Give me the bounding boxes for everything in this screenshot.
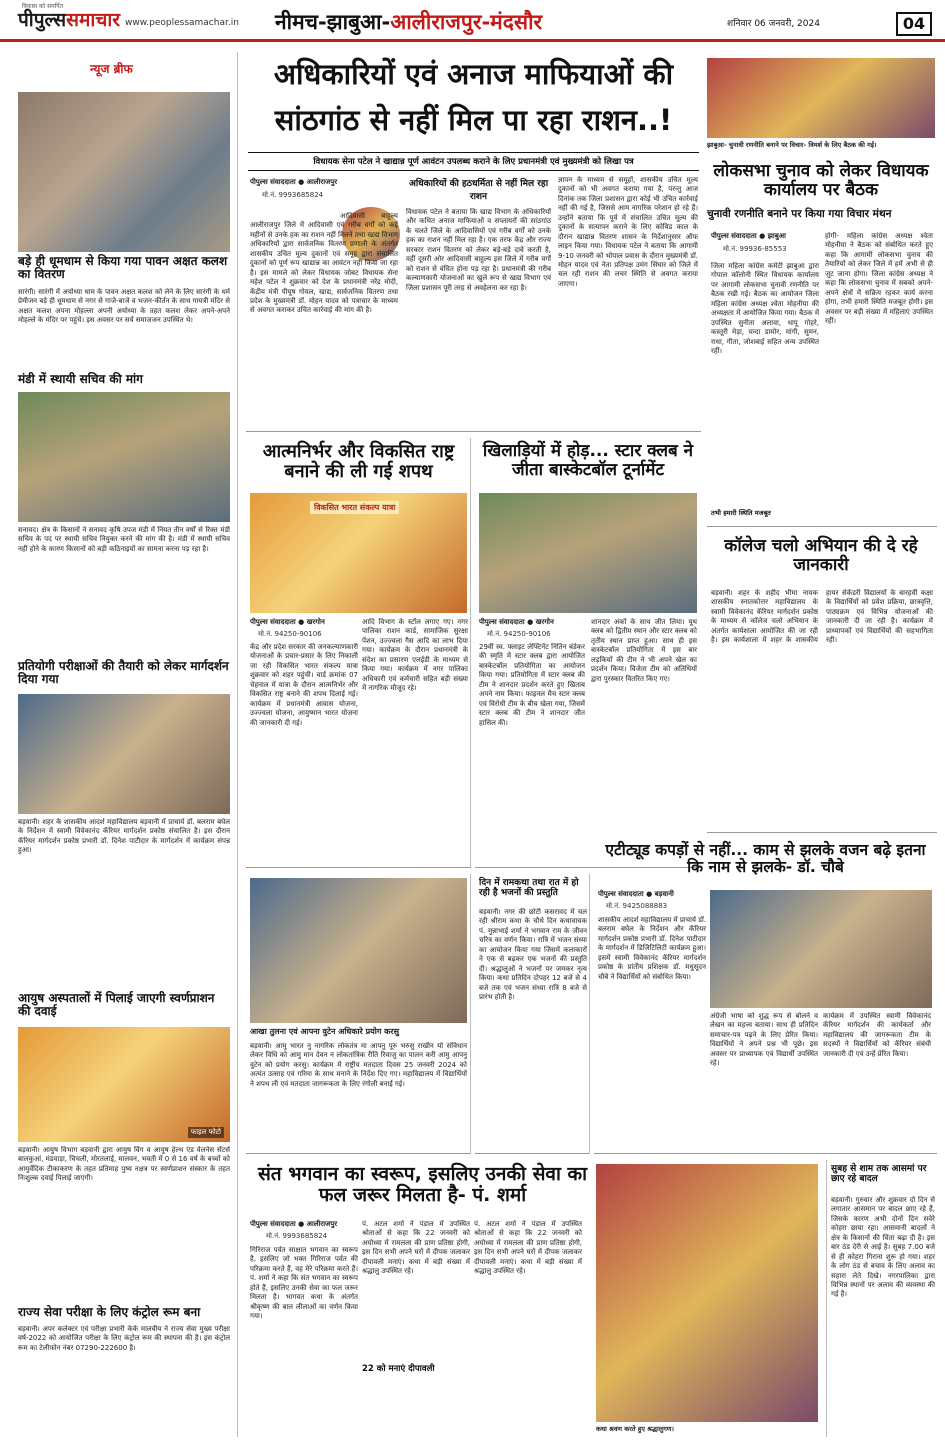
basketball-byline: पीपुल्स संवाददाता ● खरगोन [479, 618, 554, 626]
oath-text-2: आदि विभाग के स्टॉल लगाए गए। नगर पालिका राशन कार्ड, सामाजिक सुरक्षा पेंशन, उज्ज्वला गैस आदि का लाभ दिया गया। कार्यक्रम के दौरान प्रधानमंत्री के संदेश का प्रसारण एलईडी के माध्यम से किया गया। कार्यक्रम में नगर पालिका अधिकारी एवं कर्मचारी सहित बड़ी संख्या में नागरिक मौजूद रहे। [362, 618, 468, 693]
basketball-mobile: मो.नं. 94250-90106 [487, 630, 551, 638]
dateline: शनिवार 06 जनवरी, 2024 [727, 19, 820, 29]
brief-1-headline: बड़े ही धूमधाम से किया गया पावन अक्षत कलश का वितरण [18, 254, 228, 282]
basketball-text-2: शानदार अंकों के साथ जीत लिया। यूथ क्लब को द्वितीय स्थान और स्टार क्लब को तृतीय स्थान प्राप्त हुआ। साथ ही इस बास्केटबॉल प्रतियोगिता में इस बार लड़कियों की टीम ने भी अपने खेल का प्रदर्शन किया। विजेता टीम को अतिथियों द्वारा पुरस्कार वितरित किए गए। [591, 618, 697, 683]
college-story [707, 533, 937, 833]
oath-photo [250, 493, 467, 613]
tagline: विकास को समर्पित [22, 3, 64, 10]
college-text: बड़वानी। शहर के शहीद भीमा नायक शासकीय स्नातकोत्तर महाविद्यालय के स्वामी विवेकानंद कॅरियर मार्गदर्शन प्रकोष्ठ के माध्यम से कॉलेज चलो अभियान के अंतर्गत कार्यशाला आयोजित की जा रही है। इस कार्यशाला में शहर के शासकीय हायर सेकेंडरी विद्यालयों के बारहवीं कक्षा के विद्यार्थियों को प्रवेश प्रक्रिया, छात्रवृत्ति, पाठ्यक्रम एवं विभिन्न योजनाओं की जानकारी दी जा रही है। कार्यक्रम में प्राध्यापकों एवं विद्यार्थियों की सहभागिता रही। [711, 589, 933, 645]
loksabha-mobile: मो.नं. 99936-85553 [723, 245, 787, 253]
oath-byline: पीपुल्स संवाददाता ● खरगोन [250, 618, 325, 626]
page-number: 04 [896, 12, 932, 36]
saint-text-1b: पं. अटल शर्मा ने पंडाल में उपस्थित श्रोताओं से कहा कि 22 जनवरी को अयोध्या में रामलला की प्राण प्रतिष्ठा होगी, इस दिन सभी अपने घरों में दीपक जलाकर दीपावली मनाएं। कथा में बड़ी संख्या में श्रद्धालु उपस्थित रहे। [362, 1220, 470, 1276]
lead-text-3: ज्ञापन के माध्यम से समूहों, शासकीय उचित मूल्य दुकानों को भी अवगत कराया गया है, परन्तु आज दिनांक तक जिला प्रशासन द्वारा कोई भी उचित कार्रवाई नहीं की गई है, जिससे आम नागरिक परेशान हो रहे हैं। उन्होंने बताया कि पूर्व में संचालित उचित मूल्य की दुकानों के सत्यापन कराने के लिए कोविड काल के दौरान खाद्यान्न वितरण शासन के निर्देशानुसार ऑफ लाइन किया गया। विधायक पटेल ने बताया कि आगामी 9-10 जनवरी को भोपाल प्रवास के दौरान मुख्यमंत्री डॉ. मोहन यादव एवं नेता प्रतिपक्ष उमंग सिंघार को जिले में चल रही राशन की लचर स्थिति से अवगत कराया जाएगा। [558, 176, 698, 288]
oath-text-1: केंद्र और प्रदेश सरकार की जनकल्याणकारी योजनाओं के प्रचार-प्रसार के लिए निकाली जा रही विकसित भारत संकल्प यात्रा शुक्रवार को शहर पहुंची। वार्ड क्रमांक 07 चेहनाल में यात्रा के दौरान आत्मनिर्भर और विकसित राष्ट्र बनाने की शपथ दिलाई गई। कार्यक्रम में प्रधानमंत्री आवास योजना, उज्ज्वला योजना, आयुष्मान भारत योजना की जानकारी दी गई। [250, 643, 358, 727]
lead-text-2: विधायक पटेल ने बताया कि खाद्य विभाग के अधिकारियों और कथित अनाज माफियाओं व सप्लायरों की सांठगांठ के चलते जिले के आदिवासियों एवं गरीब वर्गों को उनके हक का राशन नहीं मिल रहा है। एक तरफ केंद्र और राज्य सरकार राशन वितरण को लेकर बड़े-बड़े दावे करती है, वहीं दूसरी ओर आदिवासी बाहुल्य इस जिले में गरीब वर्गों को राशन से वंचित होना पड़ रहा है। प्रधानमंत्री की गरीब कल्याणकारी योजनाओं का खुले रूप से खाद्य विभाग एवं जिला प्रशासन पूरी तरह से अवहेलना कर रहा है। [406, 208, 551, 292]
attitude-story [594, 838, 937, 1154]
brief-photo-2 [18, 392, 230, 522]
attitude-headline: एटीट्यूड कपड़ों से नहीं... काम से झलके वजन बढ़े इतना कि नाम से झलके- डॉ. चौबे [605, 841, 926, 877]
ramkatha-story [475, 874, 590, 1154]
weather-headline: सुबह से शाम तक आसमां पर छाए रहे बादल [831, 1164, 927, 1185]
logo-left: पीपुल्स [18, 9, 67, 31]
oath-banner: विकसित भारत संकल्प यात्रा [310, 501, 399, 514]
college-headline: कॉलेज चलो अभियान की दे रहे जानकारी [724, 536, 918, 576]
saint-byline: पीपुल्स संवाददाता ● आलीराजपुर [250, 1220, 338, 1228]
attitude-text-2: अंग्रेजी भाषा को शुद्ध रूप से बोलने व लेखन का महत्त्व बताया। साथ ही प्रतिदिन समाचार-पत्र पढ़ने के लिए प्रेरित किया। विद्यार्थियों ने अपने प्रश्न भी पूछे। इस अवसर पर प्राध्यापक एवं विद्यार्थी उपस्थित रहे। [710, 1012, 818, 1068]
section-title-left: नीमच-झाबुआ- [275, 10, 391, 34]
brief-5-text: बड़वानी। अपर कलेक्टर एवं परीक्षा प्रभारी केके मालवीय ने राज्य सेवा मुख्य परीक्षा वर्ष-2022 को आयोजित परीक्षा के लिए कंट्रोल रूम की स्थापना की है। इस कंट्रोल रूम का टेलीफोन नंबर 07290-222600 है। [18, 1325, 230, 1352]
lead-headline-line2: सांठगांठ से नहीं मिल पा रहा राशन..! [274, 103, 673, 137]
section-title-right: आलीराजपुर-मंदसौर [390, 10, 543, 34]
brief-5-headline: राज्य सेवा परीक्षा के लिए कंट्रोल रूम बना [18, 1305, 201, 1319]
weather-story [826, 1160, 937, 1437]
brief-2-text: सनावद। क्षेत्र के किसानों ने सनावद कृषि उपज मंडी में नियत तीन वर्षों से रिक्त मंडी सचिव के पद पर स्थायी सचिव नियुक्त करने की मांग की है। मंडी में स्थायी सचिव नहीं होने के कारण किसानों को बड़ी कठिनाइयों का सामना करना पड़ रहा है। [18, 526, 230, 553]
attitude-byline: पीपुल्स संवाददाता ● बड़वानी [598, 890, 674, 898]
masthead [0, 0, 945, 42]
lead-headline-line1: अधिकारियों एवं अनाज माफियाओं की [273, 57, 674, 91]
loksabha-headline: लोकसभा चुनाव को लेकर विधायक कार्यालय पर बैठक [713, 161, 929, 201]
brief-3-headline: प्रतियोगी परीक्षाओं की तैयारी को लेकर मार्गदर्शन दिया गया [18, 659, 229, 687]
file-photo-label: फाइल फोटो [188, 1127, 224, 1138]
logo-right: समाचार [66, 9, 121, 31]
newspaper-logo [18, 6, 120, 32]
section-title [275, 8, 542, 36]
weather-text: बड़वानी। गुरुवार और शुक्रवार दो दिन से लगातार आसमान पर बादल छाए रहे हैं, जिसके कारण अभी दोनों दिन सवेरे कोहरा छाया रहा। आसमानी बादलों ने क्षेत्र के किसानों की चिंता बढ़ा दी है। इस बार ठंड देरी से आई है। सुबह 7.00 बजे से ही कोहरा गिराना शुरू हो गया। शहर के लोग ठंड से बचाव के लिए अलाव का सहारा लेते दिखे। नगरपालिका द्वारा विभिन्न स्थानों पर अलाव की व्यवस्था की गई है। [831, 1196, 935, 1299]
basketball-photo [479, 493, 697, 613]
saint-headline: संत भगवान का स्वरूप, इसलिए उनकी सेवा का फल जरूर मिलता है- पं. शर्मा [257, 1163, 588, 1207]
voter-pledge-caption: आखा तुलना एवं आपना वुटेन अधिकारे प्रयोग करसु [250, 1027, 399, 1036]
loksabha-text-2: होगी- महिला कांग्रेस अध्यक्ष श्वेता मोहनीया ने बैठक को संबोधित करते हुए कहा कि आगामी लोकसभा चुनाव की तैयारियों को लेकर जिले में हमें अभी से ही जुट जाना होगा। जिला कांग्रेस अध्यक्ष ने कहा कि लोकसभा चुनाव में सबको अपने-अपने क्षेत्रों में सक्रिय रहकर कार्य करना होगा, तभी हमारी स्थिति मजबूत होगी। इस अवसर पर बड़ी संख्या में महिलाएं उपस्थित रहीं। [825, 232, 933, 325]
saint-photo [596, 1164, 818, 1422]
lead-byline: पीपुल्स संवाददाता ● आलीराजपुर [250, 178, 338, 186]
basketball-headline: खिलाड़ियों में होड़... स्टार क्लब ने जीता बास्केटबॉल टूर्नामेंट [482, 441, 694, 481]
brief-4-text: बड़वानी। आयुष विभाग बड़वानी द्वारा आयुष विंग व आयुष हेल्थ एंड वेलनेस सेंटर्स बालकुआं, मंडवाड़ा, चिचली, मोरतलाई, मालवन, भवती में 0 से 16 वर्ष के बच्चों को आयुर्वेदिक टीकाकरण के तहत प्रतिमाह पुष्य नक्षत्र पर स्वर्णप्राशन संस्कार के तहत निःशुल्क दवाई पिलाई जाएगी। [18, 1146, 230, 1183]
brief-photo-3 [18, 694, 230, 814]
basketball-text-1: 29वीं स्व. फ्लाइट लेफ्टिनेंट नितिन बंडेकर की स्मृति में स्टार क्लब द्वारा आयोजित बास्केटबॉल प्रतियोगिता का आयोजन किया गया। प्रतियोगिता में स्टार क्लब की टीम ने शानदार प्रदर्शन करते हुए खिताब अपने नाम किया। फाइनल मैच स्टार क्लब एवं विरोधी टीम के बीच खेला गया, जिसमें स्टार क्लब की टीम ने शानदार जीत हासिल की। [479, 643, 585, 727]
brief-3-text: बड़वानी। शहर के शासकीय आदर्श महाविद्यालय बड़वानी में प्राचार्य डॉ. बलराम बघेल के निर्देशन में स्वामी विवेकानंद कॅरियर मार्गदर्शन प्रकोष्ठ संचालित है। इस दौरान कॅरियर मार्गदर्शन प्रकोष्ठ प्रभारी डॉ. दिनेश पाटीदार के मार्गदर्शन में कार्यक्रम संपन्न हुआ। [18, 818, 230, 855]
attitude-text-3: कार्यक्रम में उपस्थित स्वामी विवेकानंद कॅरियर मार्गदर्शन की कार्यकर्ता और महाविद्यालय की जागरूकता टीम के सदस्यों ने विद्यार्थियों को कॅरियर संबंधी जानकारी दी एवं उन्हें प्रेरित किया। [823, 1012, 931, 1058]
loksabha-text-1: जिला महिला कांग्रेस कमेटी झाबुआ द्वारा गोपाल कॉलोनी स्थित विधायक कार्यालय पर आगामी लोकसभा चुनावी रणनीति पर बैठक रखी गई। बैठक का आयोजन जिला महिला कांग्रेस अध्यक्ष श्वेता मोहनीया की अध्यक्षता में आयोजित किया गया। बैठक में उपस्थित सुनीता अलावा, धापू गोहरे, कस्तूरी मेड़ा, चन्दा डामोर, मांगी, सुमन, राधा, गीता, जोशबाई सहित अन्य उपस्थित रहीं। [711, 262, 819, 355]
saint-text-2: पं. अटल शर्मा ने पंडाल में उपस्थित श्रोताओं से कहा कि 22 जनवरी को अयोध्या में रामलला की प्राण प्रतिष्ठा होगी, इस दिन सभी अपने घरों में दीपक जलाकर दीपावली मनाएं। कथा में बड़ी संख्या में श्रद्धालु उपस्थित रहे। [474, 1220, 582, 1276]
brief-photo-1 [18, 92, 230, 252]
saint-story [246, 1160, 822, 1437]
ramkatha-headline: दिन में रामकथा तथा रात में हो रही है भजनों की प्रस्तुति [479, 878, 579, 899]
loksabha-subhead: चुनावी रणनीति बनाने पर किया गया विचार मंथन [707, 208, 892, 220]
website-url: www.peoplessamachar.in [125, 18, 239, 28]
lead-text-1: आदिवासी बाहुल्य आलीराजपुर जिले में आदिवासी एवं गरीब वर्गों को कई महीनों से उनके हक का राशन नहीं मिलने तथा खाद्य विभाग अधिकारियों द्वारा सार्वजनिक वितरण प्रणाली के अंतर्गत शासकीय उचित मूल्य दुकानों एवं समूह द्वारा संचालित दुकानों को पूर्ण रूप खाद्यान्न का आवंटन नहीं किया जा रहा है। इस मामले को लेकर विधायक जोबट विधायक सेना महेश पटेल ने शुक्रवार को देश के प्रधानमंत्री नरेंद्र मोदी, केंद्रीय मंत्री पीयूष गोयल, खाद्य, सार्वजनिक वितरण तथा प्रदेश के मुख्यमंत्री डॉ. मोहन यादव को पत्राचार के माध्यम से अवगत कराकर उचित कार्रवाई की मांग की है। [250, 212, 398, 315]
attitude-mobile: मो.नं. 9425088883 [606, 902, 668, 910]
loksabha-story [707, 52, 937, 527]
brief-4-headline: आयुष अस्पतालों में पिलाई जाएगी स्वर्णप्राशन की दवाई [18, 991, 215, 1019]
attitude-photo [710, 890, 932, 1008]
meeting-photo [707, 58, 935, 138]
news-brief-label: न्यूज ब्रीफ [90, 62, 133, 76]
oath-story [246, 438, 471, 868]
lead-subhead: विधायक सेना पटेल ने खाद्यान्न पूर्ण आवंटन उपलब्ध कराने के लिए प्रधानमंत्री एवं मुख्यमंत्री को लिखा पत्र [248, 152, 699, 171]
basketball-story [475, 438, 701, 868]
saint-text-1: गिरिराज पर्वत साक्षात भगवान का स्वरूप है, इसलिए जो भक्त गिरिराज पर्वत की परिक्रमा करते हैं, वह मेरे परिक्रमा करते हैं। पं. शर्मा ने कहा कि संत भगवान का स्वरूप होते हैं, इसलिए उनकी सेवा का फल जरूर मिलता है। भागवत कथा के अंतर्गत श्रीकृष्ण की बाल लीलाओं का वर्णन किया गया। [250, 1246, 358, 1321]
attitude-text-1: शासकीय आदर्श महाविद्यालय में प्राचार्य डॉ. बलराम बघेल के निर्देशन और कॅरियर मार्गदर्शन प्रकोष्ठ प्रभारी डॉ. दिनेश पाटीदार के मार्गदर्शन में डिजिटिलिटी कार्यक्रम हुआ। इसमें स्वामी विवेकानंद कॅरियर मार्गदर्शन प्रकोष्ठ के प्रांतीय प्रशिक्षक डॉ. मधुसूदन चौबे ने विद्यार्थियों को संबोधित किया। [598, 916, 706, 981]
saint-photo-caption: कथा श्रवण करते हुए श्रद्धालुगण। [596, 1425, 674, 1433]
lead-box-headline: अधिकारियों की हठधर्मिता से नहीं मिल रहा राशन [408, 179, 549, 202]
meeting-photo-caption: झाबुआ- चुनावी रणनीति बनाने पर विचार- विमर्श के लिए बैठक की गई। [707, 141, 877, 149]
voter-pledge-story [246, 874, 471, 1154]
ramkatha-text: बड़वानी। नगर की छोटी कसरावद में चल रही श्रीराम कथा के चौथे दिन कथावाचक पं. मुन्नाभाई शर्मा ने भगवान राम के जीवन चरित्र का वर्णन किया। रात्रि में भजन संध्या का आयोजन किया गया जिसमें कलाकारों ने एक से बढ़कर एक भजनों की प्रस्तुति दी। श्रद्धालुओं ने भजनों पर जमकर नृत्य किया। कथा प्रतिदिन दोपहर 12 बजे से 4 बजे तक एवं भजन संध्या रात्रि 8 बजे से प्रारंभ होती है। [479, 908, 587, 1001]
lead-mobile: मो.नं. 9993685824 [262, 191, 324, 199]
brief-1-text: सारंगी। सारंगी में अयोध्या धाम के पावन अक्षत कलश को लेने के लिए सारंगी के धर्म प्रेमीजन बड़े ही धूमधाम से नगर से गाजे-बाजे व भजन-कीर्तन के साथ गायत्री मंदिर से अक्षत कलश अपना मोहल्ला अपनी अयोध्या के तहत कलश लेकर अपने-अपने मोहल्ले के मंदिर पर पहुंचे। इस अवसर पर सर्व समाजजन उपस्थित थे। [18, 288, 230, 325]
brief-2-headline: मंडी में स्थायी सचिव की मांग [18, 372, 143, 386]
news-brief-column [10, 52, 238, 1437]
saint-box-headline: 22 को मनाएं दीपावली [362, 1364, 435, 1374]
voter-pledge-photo [250, 878, 467, 1023]
loksabha-sign: तभी हमारी स्थिति मजबूत [711, 509, 771, 517]
saint-mobile: मो.नं. 9993685824 [266, 1232, 328, 1240]
oath-mobile: मो.नं. 94250-90106 [258, 630, 322, 638]
lead-story [246, 52, 701, 432]
loksabha-byline: पीपुल्स संवाददाता ● झाबुआ [711, 232, 786, 240]
voter-pledge-text: बड़वानी। आमु भारत नु नागरिक लोकतंत्र मा आपनु पूरु भरुसु राखीन यो संविधान लेकर विधि को आमु मान देवन न लोकतांत्रिक रीति रिवाजु का पालन करी आमु आपनु वुटेन को प्रयोग करसु। कार्यक्रम में राष्ट्रीय मतदाता दिवस 25 जनवरी 2024 को अत्यंत उत्साह एवं गरिमा के साथ मनाने के निर्देश दिए गए। महाविद्यालय में विद्यार्थियों ने शपथ ली एवं मतदाता जागरूकता के लिए रंगोली बनाई गई। [250, 1042, 467, 1088]
brief-photo-4 [18, 1027, 230, 1142]
oath-headline: आत्मनिर्भर और विकसित राष्ट्र बनाने की ली गई शपथ [262, 441, 455, 483]
